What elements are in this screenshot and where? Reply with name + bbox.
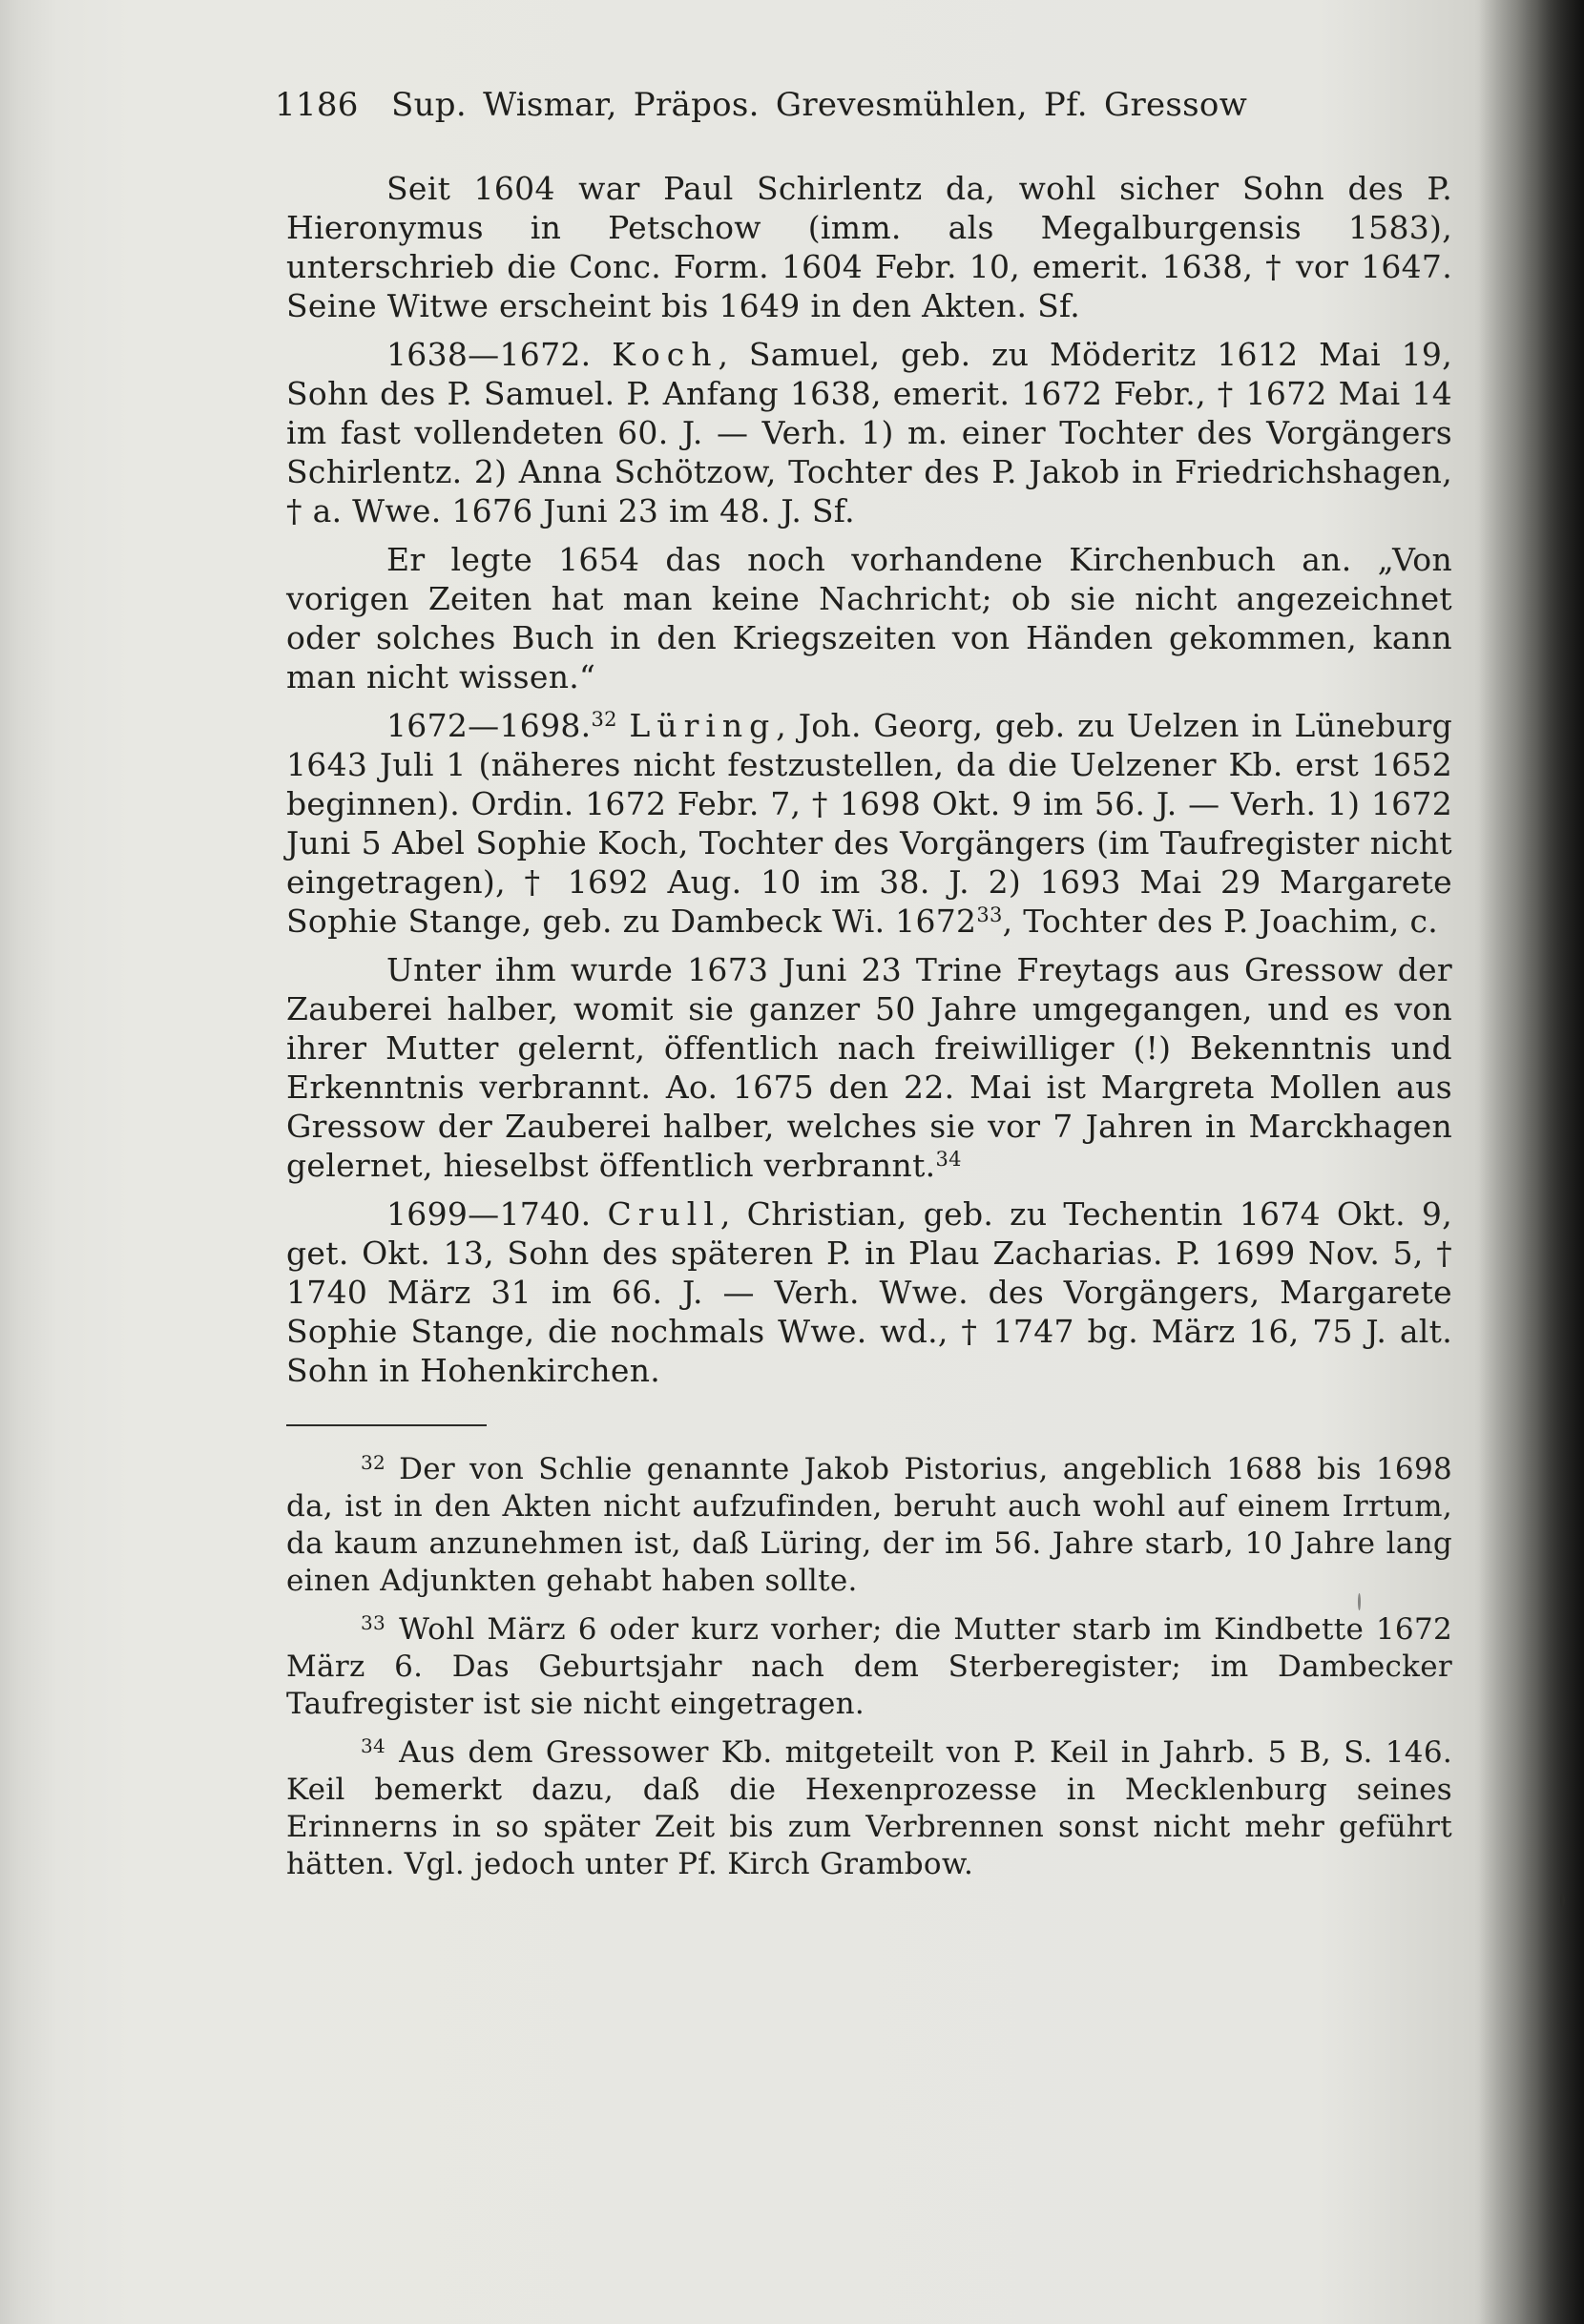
footnote-number: 33: [361, 1611, 386, 1634]
entry-details-cont: , Tochter des P. Joachim, c.: [1002, 903, 1439, 940]
footnote-34: [286, 1734, 1452, 1883]
entry-years: 1638—1672.: [386, 336, 592, 373]
entry-note-paragraph: Er legte 1654 das noch vorhandene Kirchenbuch an. „Von vorigen Zeiten hat man keine Nachricht; ob sie nicht angezeichnet oder solches Buch in den Kriegszeiten von Händen gekommen, kann man nicht wissen.“: [286, 541, 1452, 695]
entry-details: , Christian, geb. zu Techentin 1674 Okt. 9, get. Okt. 13, Sohn des späteren P. in Plau Zacharias. P. 1699 Nov. 5, † 1740 März 31 im 66. J. — Verh. Wwe. des Vorgängers, Margarete Sophie Stange, die nochmals Wwe. wd., † 1747 bg. März 16, 75 J. alt. Sohn in Hohenkirchen.: [286, 1195, 1452, 1389]
entry-details: , Samuel, geb. zu Möderitz 1612 Mai 19, Sohn des P. Samuel. P. Anfang 1638, emerit. 1672 Febr., † 1672 Mai 14 im fast vollendeten 60. J. — Verh. 1) m. einer Tochter des Vorgängers Schirlentz. 2) Anna Schötzow, Tochter des P. Jakob in Friedrichshagen, † a. Wwe. 1676 Juni 23 im 48. J. Sf.: [286, 336, 1452, 529]
pastor-name: Lüring: [629, 707, 777, 744]
pastor-name: Koch: [612, 336, 719, 373]
entry-note-paragraph: [286, 950, 1452, 1185]
footnote-rule: [286, 1424, 487, 1426]
footnote-text: Aus dem Gressower Kb. mitgeteilt von P. Keil in Jahrb. 5 B, S. 146. Keil bemerkt dazu, daß die Hexenprozesse in Mecklenburg seines Erinnerns in so später Zeit bis zum Verbrennen sonst nicht mehr geführt hätten. Vgl. jedoch unter Pf. Kirch Grambow.: [286, 1735, 1452, 1881]
footnote-ref: 34: [935, 1148, 962, 1171]
pastor-entry-koch: [286, 335, 1452, 530]
running-head-title: Sup. Wismar, Präpos. Grevesmühlen, Pf. Gressow: [391, 86, 1248, 124]
entry-details: , Joh. Georg, geb. zu Uelzen in Lüneburg 1643 Juli 1 (näheres nicht festzustellen, da die Uelzener Kb. erst 1652 beginnen). Ordin. 1672 Febr. 7, † 1698 Okt. 9 im 56. J. — Verh. 1) 1672 Juni 5 Abel Sophie Koch, Tochter des Vorgängers (im Taufregister nicht eingetragen), † 1692 Aug. 10 im 38. J. 2) 1693 Mai 29 Margarete Sophie Stange, geb. zu Dambeck Wi. 1672: [286, 707, 1452, 940]
footnote-ref: 32: [591, 708, 617, 731]
ink-speck: [1560, 1894, 1565, 1907]
page-content: [275, 86, 1452, 1895]
page-number: 1186: [275, 86, 359, 124]
footnote-text: Wohl März 6 oder kurz vorher; die Mutter starb im Kindbette 1672 März 6. Das Geburtsjahr nach dem Sterberegister; im Dambecker Taufregister ist sie nicht eingetragen.: [286, 1612, 1452, 1721]
footnote-number: 34: [361, 1734, 386, 1757]
pastor-entry-luering: [286, 706, 1452, 941]
pastor-name: Crull: [607, 1195, 720, 1233]
footnote-33: [286, 1611, 1452, 1723]
pastor-entry-crull: [286, 1194, 1452, 1390]
entry-years: 1699—1740.: [386, 1195, 592, 1233]
ink-speck: [1358, 1593, 1361, 1610]
footnote-32: [286, 1451, 1452, 1600]
footnote-number: 32: [361, 1451, 386, 1474]
footnote-text: Der von Schlie genannte Jakob Pistorius, angeblich 1688 bis 1698 da, ist in den Akten nicht aufzufinden, beruht auch wohl auf einem Irrtum, da kaum anzunehmen ist, daß Lüring, der im 56. Jahre starb, 10 Jahre lang einen Adjunkten gehabt haben sollte.: [286, 1452, 1452, 1598]
note-text: Unter ihm wurde 1673 Juni 23 Trine Freytags aus Gressow der Zauberei halber, womit sie ganzer 50 Jahre umgegangen, und es von ihrer Mutter gelernt, öffentlich nach freiwilliger (!) Bekenntnis und Erkenntnis verbrannt. Ao. 1675 den 22. Mai ist Margreta Mollen aus Gressow der Zauberei halber, welches sie vor 7 Jahren in Marckhagen gelernet, hieselbst öffentlich verbrannt.: [286, 951, 1452, 1184]
footnote-ref: 33: [976, 903, 1003, 926]
intro-paragraph: Seit 1604 war Paul Schirlentz da, wohl sicher Sohn des P. Hieronymus in Petschow (imm. als Megalburgensis 1583), unterschrieb die Conc. Form. 1604 Febr. 10, emerit. 1638, † vor 1647. Seine Witwe erscheint bis 1649 in den Akten. Sf.: [286, 170, 1452, 324]
binding-shadow: [1479, 0, 1584, 2324]
entry-years: 1672—1698.: [386, 707, 592, 744]
running-head: [275, 86, 1452, 125]
